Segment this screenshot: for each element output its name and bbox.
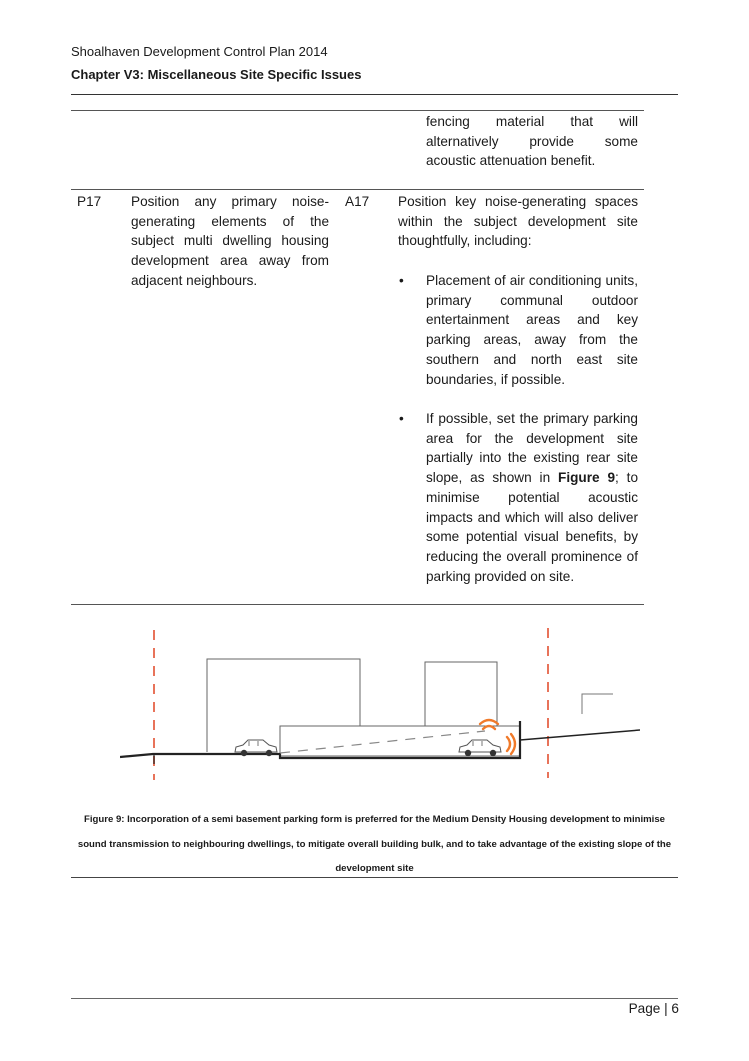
caption-rule [71, 877, 678, 878]
bullet-2-text-start: If possible, set the primary parking area for the development site partially into the existing rear site slope, as shown in [426, 411, 638, 486]
performance-text: Position any primary noise-generating elements of the subject multi dwelling housing development area away from adjacent neighbours. [131, 194, 329, 288]
row-separator [71, 189, 644, 190]
continued-cell-text [426, 112, 638, 171]
car-right-icon [459, 740, 501, 756]
acceptable-intro: Position key noise-generating spaces within the subject development site thoughtfully, including: [398, 194, 638, 249]
page-number: Page | 6 [628, 1001, 679, 1016]
semi-basement-section-diagram [120, 618, 640, 788]
continued-line-2: alternatively provide some [426, 133, 638, 149]
continued-line-1: fencing material that will [426, 114, 638, 129]
building-left-outline [207, 659, 360, 752]
document-title: Shoalhaven Development Control Plan 2014 [71, 44, 328, 59]
bullet-2-text [426, 409, 638, 586]
bullet-2-mark: • [399, 411, 404, 426]
footer-rule [71, 998, 678, 999]
rising-ground-right [520, 730, 640, 740]
figure-caption: Figure 9: Incorporation of a semi basement parking form is preferred for the Medium Density Housing development to minimise sound transmission to neighbouring dwellings, to mitigate overall building bulk, and to take advantage of the existing slope of the development site [77, 814, 672, 874]
building-right-outline [425, 662, 497, 726]
neighbour-building [582, 694, 613, 714]
performance-code: P17 [77, 194, 102, 209]
table-bottom-rule [71, 604, 644, 605]
chapter-title: Chapter V3: Miscellaneous Site Specific Issues [71, 67, 362, 82]
header-rule [71, 94, 678, 95]
table-top-rule [71, 110, 644, 111]
natural-ground-dashed [280, 731, 485, 753]
bullet-1-text: Placement of air conditioning units, primary communal outdoor entertainment areas and key parking areas, away from the southern and north east site boundaries, if possible. [426, 273, 638, 387]
bullet-2-text-end: ; to minimise potential acoustic impacts and which will also deliver some potential visual benefits, by reducing the overall prominence of parking provided on site. [426, 470, 639, 584]
acceptable-code: A17 [345, 194, 370, 209]
bullet-1-mark: • [399, 273, 404, 288]
figure-9-reference: Figure 9 [558, 470, 616, 486]
continued-line-3: acoustic attenuation benefit. [426, 153, 596, 169]
